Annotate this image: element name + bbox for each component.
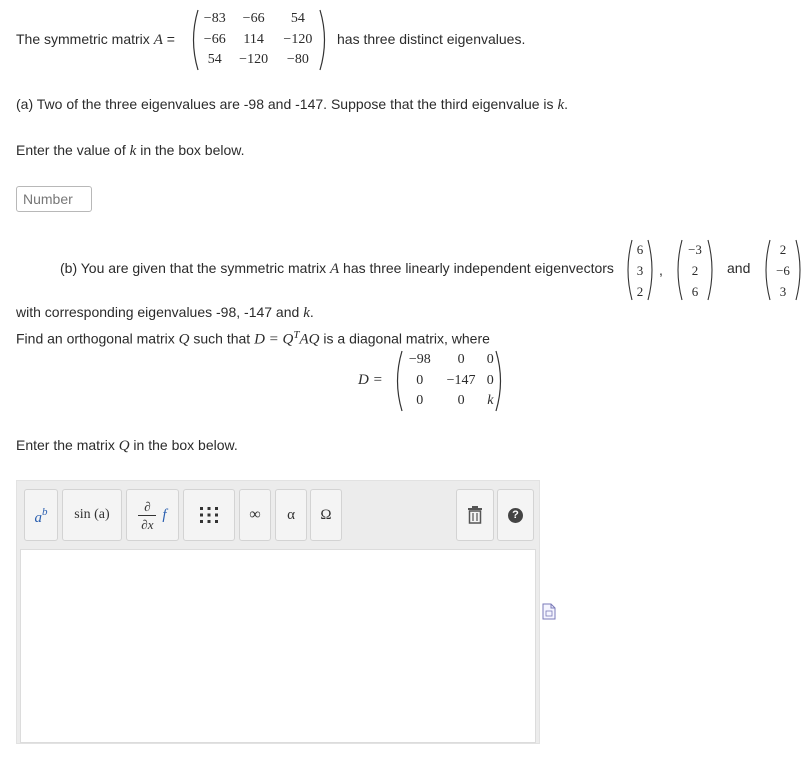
part-a-text: (a) Two of the three eigenvalues are -98 and -147. Suppose that the third eigenvalue is k. xyxy=(16,96,568,113)
math-editor-panel xyxy=(16,480,540,744)
matrix-d-cell: 0 xyxy=(416,372,424,388)
help-icon: ? xyxy=(508,508,523,523)
vector-entry: 3 xyxy=(779,284,787,299)
matrix-d xyxy=(392,350,506,412)
trash-icon xyxy=(467,506,483,524)
vector-entry: 2 xyxy=(779,242,787,257)
matrix-d-cell: 0 xyxy=(486,372,494,388)
help-button[interactable] xyxy=(497,489,534,541)
vector-entry: 6 xyxy=(636,242,644,257)
matrix-d-cell: 0 xyxy=(486,352,494,367)
eigenvector-3-grid xyxy=(769,239,797,302)
part-b-find: Find an orthogonal matrix Q such that $D = Q^TAQ$ is a diagonal matrix, where xyxy=(16,329,490,348)
intro-suffix: has three distinct eigenvalues. xyxy=(337,31,526,47)
right-paren xyxy=(795,239,804,301)
matrix-a-grid xyxy=(198,9,320,71)
power-button[interactable] xyxy=(24,489,58,541)
matrix-d-cell: k xyxy=(487,393,494,408)
infinity-button[interactable]: ∞ xyxy=(239,489,271,541)
matrix-a-cell: −80 xyxy=(286,52,309,67)
eigenvector-3 xyxy=(762,239,804,301)
clear-button[interactable] xyxy=(456,489,494,541)
eigenvector-2-grid xyxy=(681,239,709,302)
part-b-text: (b) You are given that the symmetric matrix A has three linearly independent eigenvectors xyxy=(60,260,614,277)
power-base: a xyxy=(34,509,42,526)
right-paren xyxy=(647,239,656,301)
matrix-grid-icon xyxy=(199,505,219,525)
d-label: D = xyxy=(358,372,383,388)
matrix-a-cell: −83 xyxy=(203,11,226,26)
matrix-a-cell: −66 xyxy=(242,11,265,26)
vector-entry: 2 xyxy=(691,263,699,278)
vector-entry: 2 xyxy=(636,284,644,299)
matrix-d-grid xyxy=(402,350,496,412)
vector-entry: 6 xyxy=(691,284,699,299)
intro-text: The symmetric matrix A = xyxy=(16,31,175,48)
power-exponent: b xyxy=(42,506,48,518)
greek-lowercase-button[interactable]: α xyxy=(275,489,307,541)
vector-entry: −3 xyxy=(688,242,702,257)
matrix-a-cell: −120 xyxy=(283,31,313,47)
greek-uppercase-button[interactable]: Ω xyxy=(310,489,342,541)
functions-button[interactable]: sin (a) xyxy=(62,489,122,541)
vector-entry: 3 xyxy=(636,263,644,278)
part-b-corresponding: with corresponding eigenvalues -98, -147 and k. xyxy=(16,304,314,321)
matrix-d-cell: −147 xyxy=(446,372,476,388)
right-paren xyxy=(494,350,506,412)
and-text: and xyxy=(727,260,751,276)
matrix-d-cell: −98 xyxy=(408,352,431,367)
vector-comma: , xyxy=(659,262,663,278)
derivative-fraction xyxy=(138,500,156,531)
matrix-d-cell: 0 xyxy=(457,352,465,367)
calculus-button[interactable] xyxy=(126,489,179,541)
matrix-answer-editor[interactable] xyxy=(20,549,536,743)
matrix-d-cell: 0 xyxy=(416,393,424,408)
part-a-instruction: Enter the value of k in the box below. xyxy=(16,142,245,159)
matrix-a-cell: 54 xyxy=(290,11,305,26)
matrix-d-cell: 0 xyxy=(457,393,465,408)
function-f: f xyxy=(162,506,167,523)
matrix-a-cell: −66 xyxy=(203,31,226,47)
vector-entry: −6 xyxy=(776,263,790,278)
right-paren xyxy=(707,239,716,301)
right-paren xyxy=(318,9,330,71)
eigenvector-2 xyxy=(674,239,716,301)
matrix-button[interactable] xyxy=(183,489,235,541)
matrix-a-cell: −120 xyxy=(239,52,269,67)
partial-top: ∂ xyxy=(144,498,151,514)
eigenvector-1 xyxy=(624,239,656,301)
partial-bottom: ∂x xyxy=(141,516,154,532)
matrix-a-cell: 54 xyxy=(207,52,222,67)
fraction-bar xyxy=(138,515,156,516)
preview-document-icon[interactable] xyxy=(542,603,556,620)
eigenvalue-k-input[interactable] xyxy=(16,186,92,212)
matrix-a-cell: 114 xyxy=(243,31,264,47)
matrix-a xyxy=(188,9,330,71)
part-b-instruction: Enter the matrix Q in the box below. xyxy=(16,437,238,454)
